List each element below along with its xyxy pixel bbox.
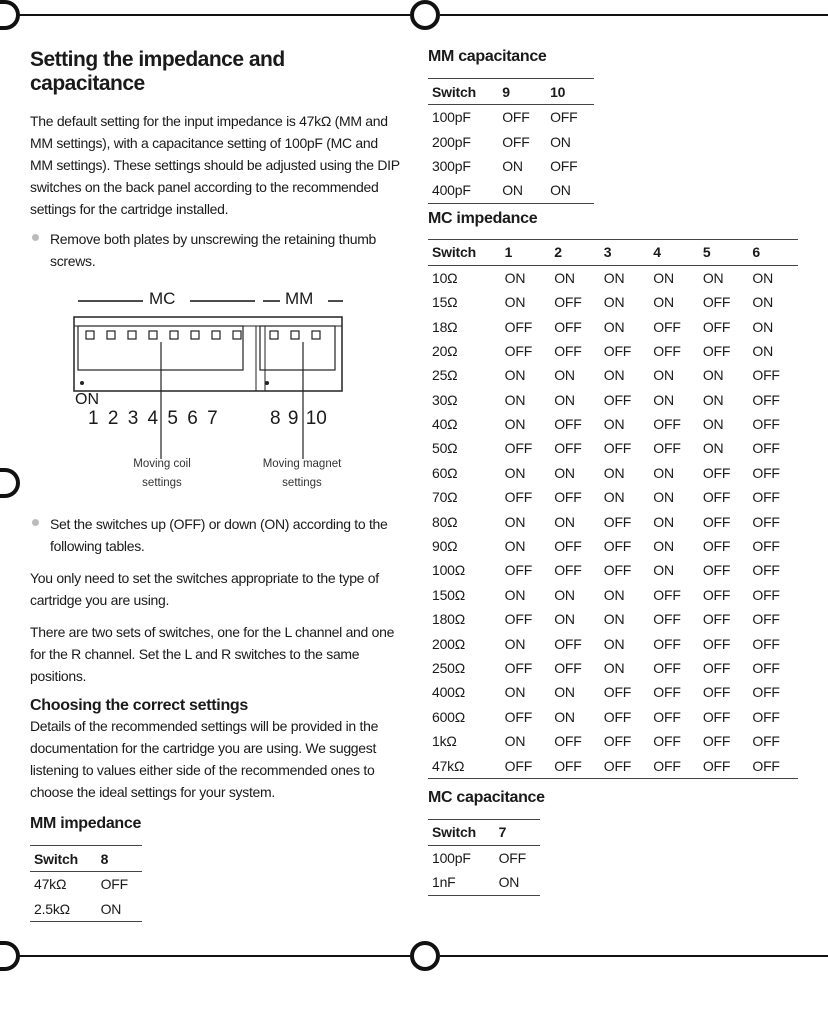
switch-state-cell: ON	[603, 635, 625, 652]
switch-state-cell: OFF	[653, 440, 681, 457]
switch-state-cell: OFF	[702, 733, 731, 750]
switch-state-cell: OFF	[554, 440, 582, 457]
switch-state-cell: OFF	[504, 708, 533, 725]
switch-state-cell: ON	[550, 133, 571, 150]
switch-state-cell: OFF	[649, 753, 699, 778]
switch-state-cell: ON	[504, 684, 526, 701]
row-label-cell: 1kΩ	[432, 733, 457, 750]
switch-state-cell: OFF	[504, 489, 533, 506]
switch-state-cell: ON	[504, 586, 526, 603]
column-header: Switch	[428, 239, 501, 265]
row-label-cell: 40Ω	[432, 416, 458, 433]
switch-state-cell: OFF	[554, 489, 582, 506]
column-header: 8	[97, 846, 142, 872]
switch-state-cell: OFF	[554, 318, 582, 335]
switch-state-cell: ON	[97, 896, 142, 921]
switch-state-cell: ON	[554, 464, 575, 481]
mm-switch-numbers: 8 9 10	[270, 408, 327, 429]
column-header: 6	[748, 239, 798, 265]
intro-text: The default setting for the input impedance is 47kΩ (MM and MM settings), with a capacitance setting of 100pF (MC and MM settings). These settings should be adjusted using the DIP switches on the back panel according to the recommended settings for the cartridge installed.	[30, 113, 400, 217]
switch-state-cell: ON	[702, 269, 724, 286]
row-label-cell: 47kΩ	[428, 753, 501, 778]
switch-state-cell: ON	[603, 611, 625, 628]
mc-caption-line1: Moving coil	[133, 458, 191, 470]
table-row	[428, 534, 798, 558]
switch-state-cell: ON	[504, 416, 526, 433]
switch-state-cell: OFF	[752, 586, 780, 603]
switch-state-cell: OFF	[752, 440, 780, 457]
row-label-cell: 18Ω	[432, 318, 458, 335]
switch-state-cell: OFF	[653, 733, 681, 750]
bullet-text: Remove both plates by unscrewing the retaining thumb screws.	[50, 231, 377, 269]
switch-state-cell: ON	[702, 391, 724, 408]
row-label-cell: 60Ω	[432, 464, 458, 481]
top-ring-icon	[410, 0, 440, 30]
intro-paragraph	[30, 110, 400, 220]
table-row	[428, 129, 594, 153]
table-row	[428, 680, 798, 704]
switch-state-cell: ON	[702, 416, 724, 433]
table-row	[428, 485, 798, 509]
switch-state-cell: OFF	[653, 708, 681, 725]
switch-state-cell: ON	[603, 489, 625, 506]
switch-state-cell: OFF	[653, 342, 681, 359]
row-label-cell: 100pF	[432, 849, 471, 866]
switch-state-cell: OFF	[504, 660, 533, 676]
switch-state-cell: OFF	[752, 684, 780, 701]
switch-state-cell: OFF	[653, 660, 681, 676]
switch-state-cell: OFF	[702, 562, 731, 579]
column-header: 1	[501, 239, 551, 265]
para-two-sets: There are two sets of switches, one for the L channel and one for the R channel. Set the L and R switches to the same positions.	[30, 624, 395, 684]
table-row	[428, 436, 798, 460]
dip-switch-diagram	[30, 284, 400, 509]
switch-state-cell: OFF	[653, 586, 681, 603]
mm-caption-line1: Moving magnet	[262, 458, 342, 470]
table-row	[428, 178, 594, 203]
table-row	[428, 339, 798, 363]
switch-state-cell: OFF	[504, 342, 533, 359]
switch-state-cell: OFF	[702, 611, 731, 628]
switch-state-cell: OFF	[653, 611, 681, 628]
switch-state-cell: ON	[702, 367, 724, 384]
table-row	[428, 388, 798, 412]
mm-impedance-table	[30, 845, 142, 922]
switch-state-cell: ON	[504, 635, 526, 652]
switch-state-cell: OFF	[752, 416, 780, 433]
switch-state-cell: OFF	[603, 538, 632, 555]
switch-state-cell: ON	[653, 391, 674, 408]
bottom-rule-right	[440, 955, 828, 957]
table-row	[428, 105, 594, 130]
table-row	[30, 872, 142, 897]
switch-state-cell: OFF	[504, 318, 533, 335]
mm-section-label: MM	[285, 289, 314, 308]
table-row	[428, 656, 798, 680]
row-label-cell: 400pF	[428, 178, 498, 203]
switch-state-cell: ON	[752, 342, 773, 359]
bullet-set-switches	[30, 513, 400, 557]
table-row	[428, 290, 798, 314]
mm-caption	[252, 455, 352, 493]
table-row	[428, 363, 798, 387]
row-label-cell: 150Ω	[432, 586, 466, 603]
mc-impedance-table	[428, 239, 798, 779]
bullet-icon	[32, 519, 39, 526]
switch-state-cell: OFF	[554, 538, 582, 555]
switch-state-cell: OFF	[504, 611, 533, 628]
mid-left-ring-icon	[0, 468, 20, 498]
mc-capacitance-table	[428, 819, 540, 896]
switch-state-cell: ON	[554, 513, 575, 530]
table-row	[428, 154, 594, 178]
mm-impedance-title: MM impedance	[30, 815, 142, 832]
switch-state-cell: OFF	[554, 294, 582, 311]
column-header: 2	[550, 239, 600, 265]
switch-state-cell: ON	[603, 464, 625, 481]
row-label-cell: 1nF	[428, 870, 495, 895]
row-label-cell: 100Ω	[432, 562, 466, 579]
choosing-heading: Choosing the correct settings	[30, 697, 248, 714]
row-label-cell: 300pF	[432, 157, 471, 174]
mm-capacitance-table	[428, 78, 594, 204]
switch-state-cell: OFF	[502, 133, 530, 150]
switch-state-cell: OFF	[550, 109, 578, 126]
switch-state-cell: OFF	[752, 391, 780, 408]
switch-state-cell: ON	[752, 294, 773, 311]
row-label-cell: 250Ω	[432, 660, 466, 676]
switch-state-cell: OFF	[653, 318, 681, 335]
para-cartridge-type: You only need to set the switches appropriate to the type of cartridge you are using.	[30, 570, 379, 608]
row-label-cell: 600Ω	[432, 708, 466, 725]
switch-state-cell: OFF	[653, 684, 681, 701]
switch-state-cell: OFF	[600, 753, 650, 778]
switch-state-cell: OFF	[702, 635, 731, 652]
switch-state-cell: OFF	[554, 416, 582, 433]
bullet-text: Set the switches up (OFF) or down (ON) according to the following tables.	[50, 516, 388, 554]
switch-state-cell: ON	[504, 269, 526, 286]
bullet-icon	[32, 234, 39, 241]
bottom-rule	[0, 955, 410, 957]
switch-state-cell: ON	[603, 294, 625, 311]
row-label-cell: 200pF	[432, 133, 471, 150]
switch-state-cell: ON	[502, 157, 523, 174]
switch-state-cell: OFF	[498, 849, 526, 866]
switch-state-cell: OFF	[699, 753, 749, 778]
switch-state-cell: ON	[504, 294, 526, 311]
bottom-ring-icon	[410, 941, 440, 971]
table-row	[30, 896, 142, 921]
switch-state-cell: OFF	[752, 538, 780, 555]
table-row	[428, 631, 798, 655]
mm-caption-line2: settings	[282, 477, 322, 489]
switch-state-cell: OFF	[702, 538, 731, 555]
row-label-cell: 25Ω	[432, 367, 458, 384]
row-label-cell: 47kΩ	[34, 876, 67, 893]
switch-state-cell: OFF	[550, 753, 600, 778]
page-title: Setting the impedance and capacitance	[30, 48, 285, 95]
switch-state-cell: OFF	[702, 684, 731, 701]
switch-state-cell: OFF	[504, 440, 533, 457]
switch-state-cell: OFF	[752, 562, 780, 579]
right-column	[428, 48, 800, 896]
switch-state-cell: OFF	[603, 440, 632, 457]
switch-state-cell: OFF	[702, 708, 731, 725]
on-label: ON	[75, 391, 99, 408]
switch-state-cell: ON	[495, 870, 540, 895]
switch-state-cell: OFF	[554, 660, 582, 676]
bullet-remove-plates	[30, 228, 400, 272]
column-header: 4	[649, 239, 699, 265]
switch-state-cell: ON	[498, 178, 546, 203]
table-row	[428, 314, 798, 338]
column-header: 7	[495, 819, 540, 845]
switch-state-cell: ON	[603, 269, 625, 286]
table-row	[428, 729, 798, 753]
switch-state-cell: OFF	[752, 708, 780, 725]
switch-state-cell: OFF	[502, 109, 530, 126]
switch-state-cell: OFF	[702, 660, 731, 676]
mc-caption-line2: settings	[142, 477, 182, 489]
row-label-cell: 2.5kΩ	[30, 896, 97, 921]
switch-state-cell: ON	[504, 367, 526, 384]
switch-state-cell: OFF	[702, 513, 731, 530]
mc-section-label: MC	[149, 289, 176, 308]
switch-state-cell: OFF	[501, 753, 551, 778]
switch-state-cell: ON	[653, 464, 674, 481]
switch-state-cell: OFF	[752, 367, 780, 384]
switch-state-cell: OFF	[702, 294, 731, 311]
switch-state-cell: ON	[653, 367, 674, 384]
column-header: 5	[699, 239, 749, 265]
switch-state-cell: ON	[653, 294, 674, 311]
switch-state-cell: OFF	[554, 342, 582, 359]
column-header: 3	[600, 239, 650, 265]
switch-state-cell: ON	[603, 586, 625, 603]
table-row	[428, 265, 798, 290]
switch-state-cell: OFF	[603, 733, 632, 750]
switch-state-cell: OFF	[752, 513, 780, 530]
switch-state-cell: OFF	[748, 753, 798, 778]
row-label-cell: 30Ω	[432, 391, 458, 408]
switch-state-cell: ON	[554, 391, 575, 408]
mc-caption	[117, 455, 207, 493]
switch-state-cell: OFF	[752, 733, 780, 750]
switch-state-cell: OFF	[504, 562, 533, 579]
switch-state-cell: ON	[504, 464, 526, 481]
switch-state-cell: OFF	[603, 513, 632, 530]
switch-state-cell: OFF	[752, 611, 780, 628]
row-label-cell: 15Ω	[432, 294, 458, 311]
switch-state-cell: ON	[554, 611, 575, 628]
column-header: Switch	[428, 819, 495, 845]
switch-state-cell: OFF	[603, 391, 632, 408]
switch-state-cell: OFF	[702, 342, 731, 359]
table-row	[428, 870, 540, 895]
switch-state-cell: OFF	[702, 586, 731, 603]
switch-state-cell: OFF	[752, 489, 780, 506]
column-header: 10	[546, 79, 594, 105]
switch-state-cell: OFF	[603, 684, 632, 701]
switch-state-cell: OFF	[603, 562, 632, 579]
switch-state-cell: ON	[554, 367, 575, 384]
table-row	[428, 583, 798, 607]
switch-state-cell: ON	[603, 660, 625, 676]
row-label-cell: 200Ω	[432, 635, 466, 652]
table-row	[428, 607, 798, 631]
switch-state-cell: ON	[504, 733, 526, 750]
switch-state-cell: OFF	[752, 660, 780, 676]
switch-state-cell: ON	[554, 269, 575, 286]
top-rule	[0, 14, 410, 16]
top-left-ring-icon	[0, 0, 20, 30]
column-header: Switch	[30, 846, 97, 872]
switch-state-cell: ON	[603, 318, 625, 335]
switch-state-cell: OFF	[603, 342, 632, 359]
switch-state-cell: ON	[702, 440, 724, 457]
table-row	[428, 753, 798, 778]
switch-state-cell: OFF	[702, 464, 731, 481]
table-row	[428, 461, 798, 485]
row-label-cell: 80Ω	[432, 513, 458, 530]
mc-switch-numbers: 1 2 3 4 5 6 7	[88, 408, 219, 429]
row-label-cell: 70Ω	[432, 489, 458, 506]
switch-state-cell: ON	[554, 708, 575, 725]
switch-state-cell: ON	[554, 586, 575, 603]
switch-state-cell: ON	[653, 513, 674, 530]
bottom-left-ring-icon	[0, 941, 20, 971]
switch-state-cell: OFF	[603, 708, 632, 725]
switch-state-cell: ON	[504, 538, 526, 555]
left-column	[30, 48, 400, 922]
row-label-cell: 400Ω	[432, 684, 466, 701]
switch-state-cell: OFF	[752, 635, 780, 652]
row-label-cell: 20Ω	[432, 342, 458, 359]
switch-state-cell: OFF	[653, 416, 681, 433]
switch-state-cell: ON	[752, 318, 773, 335]
switch-state-cell: ON	[504, 513, 526, 530]
switch-state-cell: OFF	[752, 464, 780, 481]
table-row	[428, 509, 798, 533]
switch-state-cell: ON	[653, 562, 674, 579]
row-label-cell: 180Ω	[432, 611, 466, 628]
table-row	[428, 558, 798, 582]
switch-state-cell: OFF	[702, 489, 731, 506]
switch-state-cell: ON	[603, 367, 625, 384]
table-row	[428, 845, 540, 870]
column-header: Switch	[428, 79, 498, 105]
mc-impedance-title: MC impedance	[428, 209, 538, 227]
switch-state-cell: ON	[546, 178, 594, 203]
switch-state-cell: ON	[554, 684, 575, 701]
row-label-cell: 50Ω	[432, 440, 458, 457]
switch-state-cell: ON	[504, 391, 526, 408]
switch-state-cell: OFF	[554, 562, 582, 579]
switch-state-cell: OFF	[550, 157, 578, 174]
top-rule-right	[440, 14, 828, 16]
row-label-cell: 10Ω	[432, 269, 458, 286]
column-header: 9	[498, 79, 546, 105]
switch-state-cell: OFF	[100, 876, 128, 893]
table-row	[428, 705, 798, 729]
switch-state-cell: OFF	[702, 318, 731, 335]
mm-capacitance-title: MM capacitance	[428, 48, 547, 65]
switch-state-cell: ON	[653, 269, 674, 286]
switch-state-cell: OFF	[653, 635, 681, 652]
switch-state-cell: ON	[603, 416, 625, 433]
switch-state-cell: OFF	[554, 635, 582, 652]
switch-state-cell: ON	[752, 269, 773, 286]
switch-state-cell: OFF	[554, 733, 582, 750]
row-label-cell: 90Ω	[432, 538, 458, 555]
choosing-paragraph: Details of the recommended settings will be provided in the documentation for the cartridge you are using. We suggest listening to values either side of the recommended ones to choose the ideal settings for your system.	[30, 718, 379, 800]
row-label-cell: 100pF	[432, 109, 471, 126]
table-row	[428, 412, 798, 436]
switch-state-cell: ON	[653, 489, 674, 506]
mc-capacitance-title: MC capacitance	[428, 788, 545, 806]
switch-state-cell: ON	[653, 538, 674, 555]
